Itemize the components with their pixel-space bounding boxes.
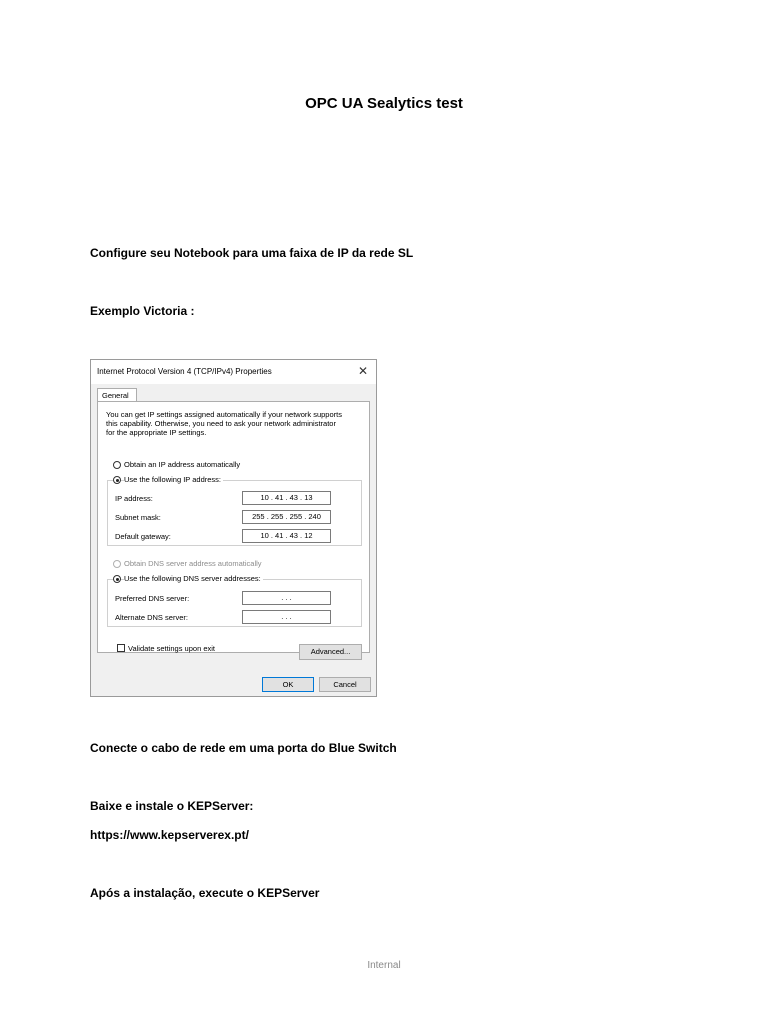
close-icon[interactable]: ✕ (357, 364, 368, 378)
preferred-dns-field[interactable]: . . . (242, 591, 331, 605)
kepserver-link[interactable]: https://www.kepserverex.pt/ (90, 828, 249, 842)
radio-auto-ip[interactable] (113, 461, 121, 469)
radio-manual-ip[interactable] (113, 476, 121, 484)
alternate-dns-label: Alternate DNS server: (115, 613, 188, 622)
cancel-button[interactable]: Cancel (319, 677, 371, 692)
radio-manual-dns-label: Use the following DNS server addresses: (124, 574, 261, 583)
ipv4-properties-dialog (90, 359, 377, 697)
intro-line-3: for the appropriate IP settings. (106, 428, 207, 437)
paragraph-example: Exemplo Victoria : (90, 304, 195, 318)
default-gateway-label: Default gateway: (115, 532, 171, 541)
dialog-title-bar (91, 360, 376, 384)
paragraph-execute: Após a instalação, execute o KEPServer (90, 886, 320, 900)
ok-button[interactable]: OK (262, 677, 314, 692)
paragraph-configure: Configure seu Notebook para uma faixa de IP da rede SL (90, 246, 414, 260)
intro-line-2: this capability. Otherwise, you need to ask your network administrator (106, 419, 336, 428)
tab-general[interactable]: General (97, 388, 137, 402)
validate-label: Validate settings upon exit (128, 644, 216, 653)
paragraph-install: Baixe e instale o KEPServer: (90, 799, 254, 813)
validate-checkbox[interactable] (117, 644, 125, 652)
advanced-button[interactable]: Advanced... (299, 644, 362, 660)
ip-address-label: IP address: (115, 494, 153, 503)
subnet-mask-label: Subnet mask: (115, 513, 161, 522)
subnet-mask-field[interactable]: 255 . 255 . 255 . 240 (242, 510, 331, 524)
dialog-title: Internet Protocol Version 4 (TCP/IPv4) Properties (97, 367, 272, 376)
footer-classification: Internal (367, 960, 401, 971)
paragraph-connect: Conecte o cabo de rede em uma porta do Blue Switch (90, 741, 397, 755)
ip-address-field[interactable]: 10 . 41 . 43 . 13 (242, 491, 331, 505)
radio-auto-ip-label: Obtain an IP address automatically (124, 460, 241, 469)
radio-auto-dns-label: Obtain DNS server address automatically (124, 559, 262, 568)
radio-manual-dns[interactable] (113, 575, 121, 583)
general-panel (97, 401, 370, 656)
alternate-dns-field[interactable]: . . . (242, 610, 331, 624)
default-gateway-field[interactable]: 10 . 41 . 43 . 12 (242, 529, 331, 543)
intro-line-1: You can get IP settings assigned automatically if your network supports (106, 410, 342, 419)
radio-manual-ip-label: Use the following IP address: (124, 475, 221, 484)
page-title: OPC UA Sealytics test (305, 95, 463, 112)
radio-auto-dns[interactable] (113, 560, 121, 568)
preferred-dns-label: Preferred DNS server: (115, 594, 190, 603)
